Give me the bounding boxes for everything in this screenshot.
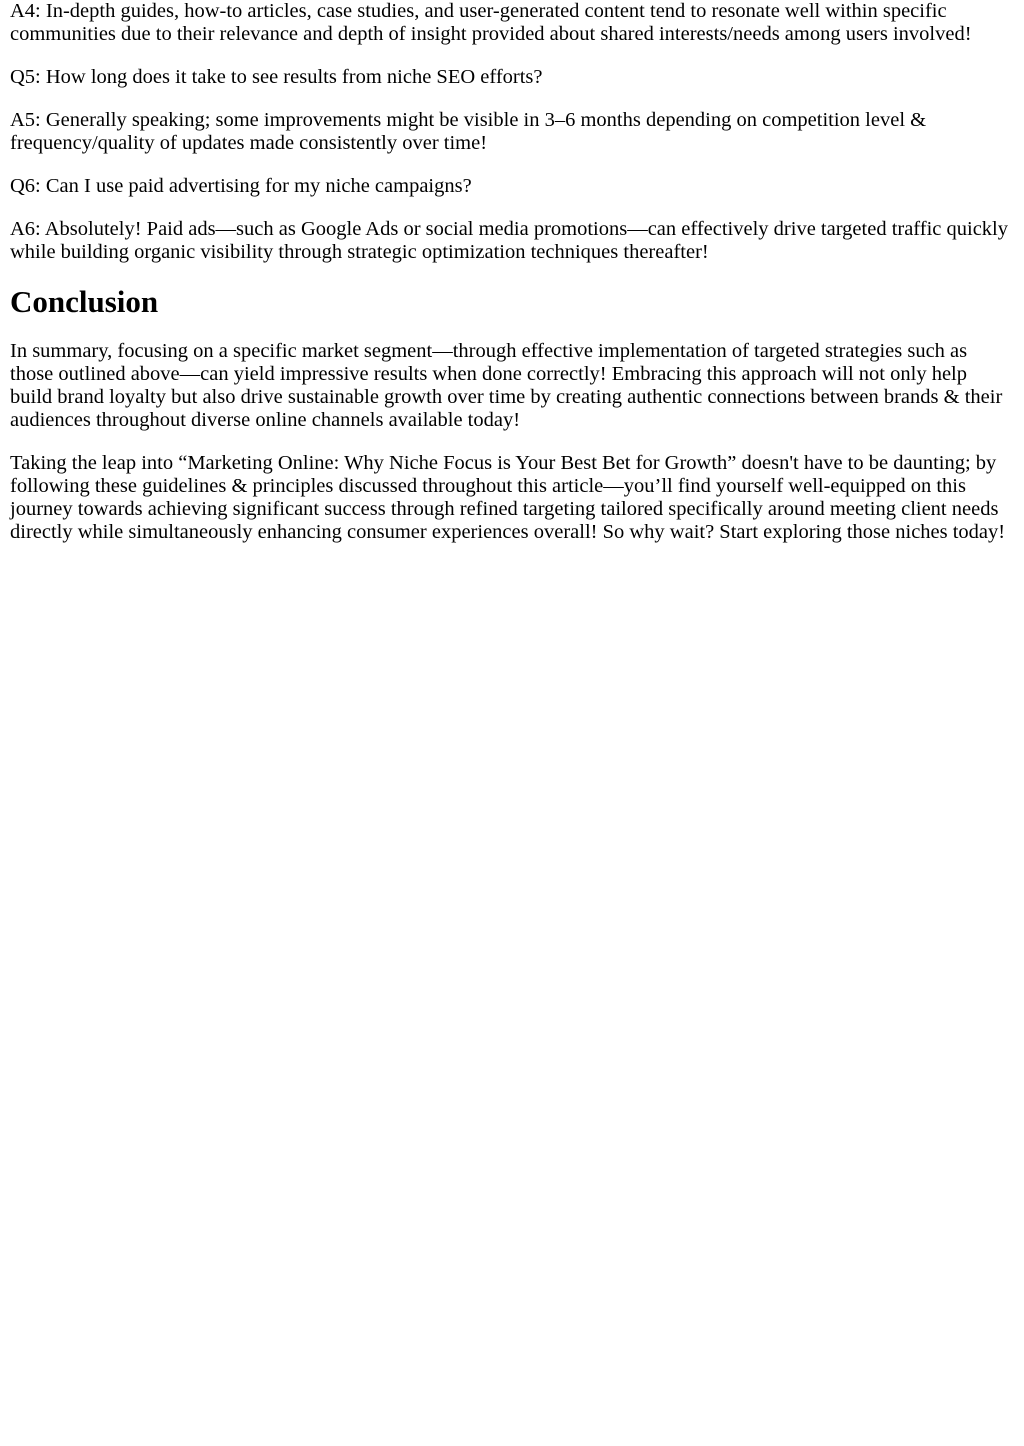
faq-answer-a4: A4: In-depth guides, how-to articles, case studies, and user-generated content tend to resonate well within specific communities due to their relevance and depth of insight provided about shared interests/needs among users involved! (10, 0, 972, 45)
faq-question-q6: Q6: Can I use paid advertising for my niche campaigns? (10, 175, 472, 197)
conclusion-heading: Conclusion (10, 284, 159, 319)
article-content (0, 0, 1014, 544)
conclusion-paragraph-2: Taking the leap into “Marketing Online: Why Niche Focus is Your Best Bet for Growth” doesn't have to be daunting; by following these guidelines & principles discussed throughout this article—you’ll find yourself well-equipped on this journey towards achieving significant success through refined targeting tailored specifically around meeting client needs directly while simultaneously enhancing consumer experiences overall! So why wait? Start exploring those niches today! (10, 452, 1006, 543)
faq-answer-a5: A5: Generally speaking; some improvements might be visible in 3–6 months depending on competition level & frequency/quality of updates made consistently over time! (10, 109, 927, 154)
faq-answer-a6: A6: Absolutely! Paid ads—such as Google Ads or social media promotions—can effectively drive targeted traffic quickly while building organic visibility through strategic optimization techniques thereafter! (10, 218, 1009, 263)
conclusion-paragraph-1: In summary, focusing on a specific market segment—through effective implementation of targeted strategies such as those outlined above—can yield impressive results when done correctly! Embracing this approach will not only help build brand loyalty but also drive sustainable growth over time by creating authentic connections between brands & their audiences throughout diverse online channels available today! (10, 340, 1003, 431)
faq-question-q5: Q5: How long does it take to see results from niche SEO efforts? (10, 66, 543, 88)
